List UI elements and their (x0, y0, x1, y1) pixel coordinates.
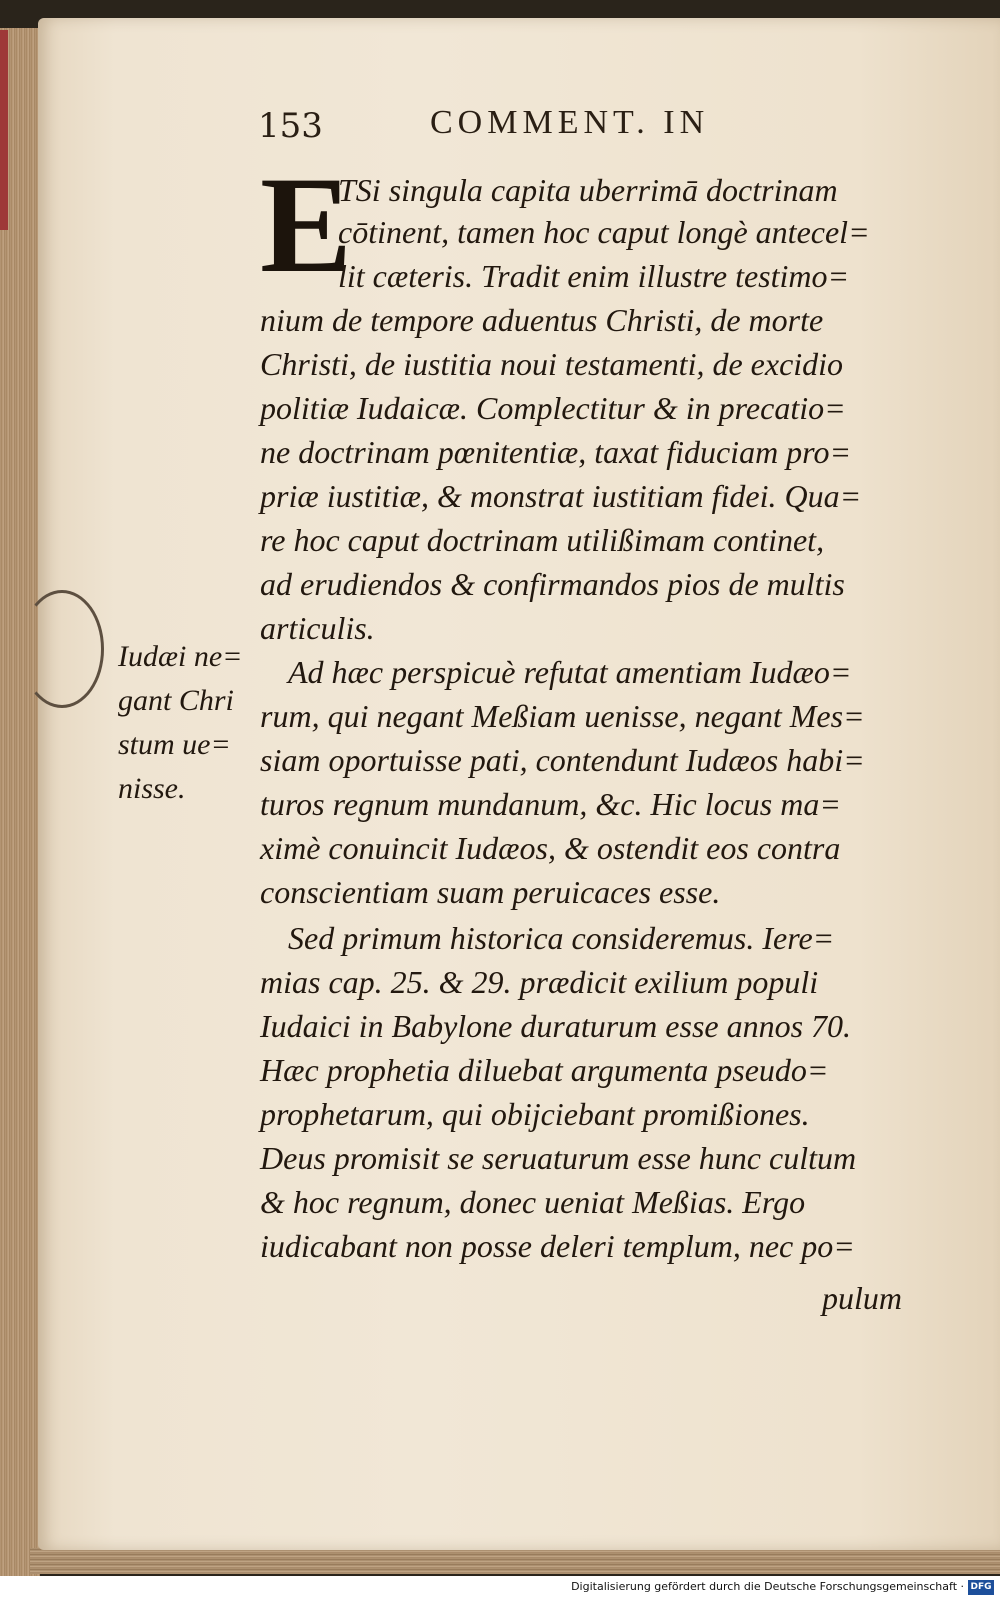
bookmark-ribbon (20, 590, 104, 708)
text-line: Sed primum historica consideremus. Iere= (288, 920, 835, 956)
text-line: prophetarum, qui obijciebant promißiones. (260, 1096, 810, 1132)
text-line: articulis. (260, 610, 375, 646)
text-line: Christi, de iustitia noui testamenti, de excidio (260, 346, 844, 382)
text-line: politiæ Iudaicæ. Complectitur & in precatio= (260, 390, 846, 426)
text-line: lit cæteris. Tradit enim illustre testimo= (338, 258, 850, 294)
page-number: 153 (258, 106, 323, 146)
text-line: turos regnum mundanum, &c. Hic locus ma= (260, 786, 841, 822)
margin-note-line: gant Chri (118, 684, 234, 717)
text-line: Deus promisit se seruaturum esse hunc cultum (260, 1140, 857, 1176)
running-title: COMMENT. IN (430, 104, 710, 141)
text-line: rum, qui negant Meßiam uenisse, negant Mes= (260, 698, 865, 734)
text-line: ne doctrinam pœnitentiæ, taxat fiduciam pro= (260, 434, 852, 470)
text-line: re hoc caput doctrinam utilißimam continet, (260, 522, 825, 558)
page-header (258, 96, 818, 152)
digitization-footer (0, 1576, 1000, 1600)
page-edges-bottom (30, 1548, 1000, 1574)
funding-credit: Digitalisierung gefördert durch die Deutsche Forschungsgemeinschaft · (571, 1580, 964, 1593)
text-line: nium de tempore aduentus Christi, de morte (260, 302, 824, 338)
text-line: siam oportuisse pati, contendunt Iudæos habi= (260, 742, 865, 778)
margin-note-line: Iudæi ne= (118, 640, 243, 673)
page-edges-left (0, 28, 40, 1588)
text-line: iudicabant non posse deleri templum, nec po= (260, 1228, 855, 1264)
text-line: mias cap. 25. & 29. prædicit exilium populi (260, 964, 819, 1000)
drop-initial: E (260, 148, 353, 301)
text-line: Iudaici in Babylone duraturum esse annos 70. (260, 1008, 852, 1044)
margin-note-line: nisse. (118, 772, 186, 805)
text-line: priæ iustitiæ, & monstrat iustitiam fidei. Qua= (260, 478, 862, 514)
text-line: ad erudiendos & confirmandos pios de multis (260, 566, 845, 602)
spine-edge (0, 30, 8, 230)
margin-note-line: stum ue= (118, 728, 231, 761)
text-line: conscientiam suam peruicaces esse. (260, 874, 721, 910)
dfg-logo: DFG (968, 1580, 994, 1595)
text-line: TSi singula capita uberrimā doctrinam (338, 172, 838, 208)
text-line: ximè conuincit Iudæos, & ostendit eos contra (260, 830, 841, 866)
catchword: pulum (822, 1280, 902, 1316)
text-line: cōtinent, tamen hoc caput longè antecel= (338, 214, 870, 250)
text-line: Ad hæc perspicuè refutat amentiam Iudæo= (288, 654, 852, 690)
text-line: Hæc prophetia diluebat argumenta pseudo= (260, 1052, 829, 1088)
text-line: & hoc regnum, donec ueniat Meßias. Ergo (260, 1184, 806, 1220)
